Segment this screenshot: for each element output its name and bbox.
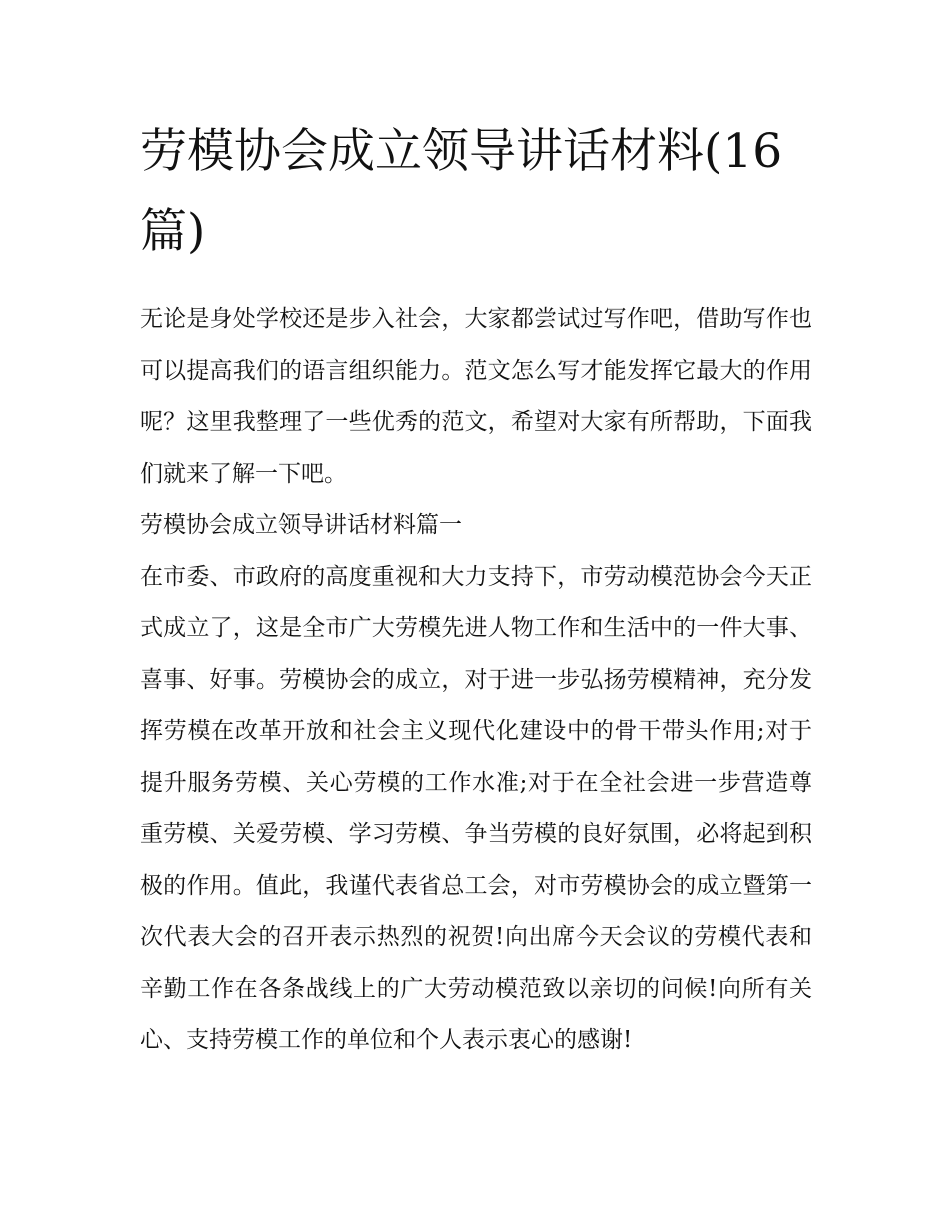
document-body — [140, 294, 812, 1067]
document-page — [140, 112, 812, 1067]
document-title: 劳模协会成立领导讲话材料(16篇) — [140, 124, 783, 259]
section-paragraph: 在市委、市政府的高度重视和大力支持下，市劳动模范协会今天正式成立了，这是全市广大劳模先进人物工作和生活中的一件大事、喜事、好事。劳模协会的成立，对于进一步弘扬劳模精神，充分发挥劳模在改革开放和社会主义现代化建设中的骨干带头作用;对于提升服务劳模、关心劳模的工作水准;对于在全社会进一步营造尊重劳模、关爱劳模、学习劳模、争当劳模的良好氛围，必将起到积极的作用。值此，我谨代表省总工会，对市劳模协会的成立暨第一次代表大会的召开表示热烈的祝贺!向出席今天会议的劳模代表和辛勤工作在各条战线上的广大劳动模范致以亲切的问候!向所有关心、支持劳模工作的单位和个人表示衷心的感谢! — [140, 563, 812, 1053]
section-heading: 劳模协会成立领导讲话材料篇一 — [140, 512, 462, 538]
intro-paragraph: 无论是身处学校还是步入社会，大家都尝试过写作吧，借助写作也可以提高我们的语言组织能力。范文怎么写才能发挥它最大的作用呢？这里我整理了一些优秀的范文，希望对大家有所帮助，下面我们就来了解一下吧。 — [140, 306, 812, 487]
